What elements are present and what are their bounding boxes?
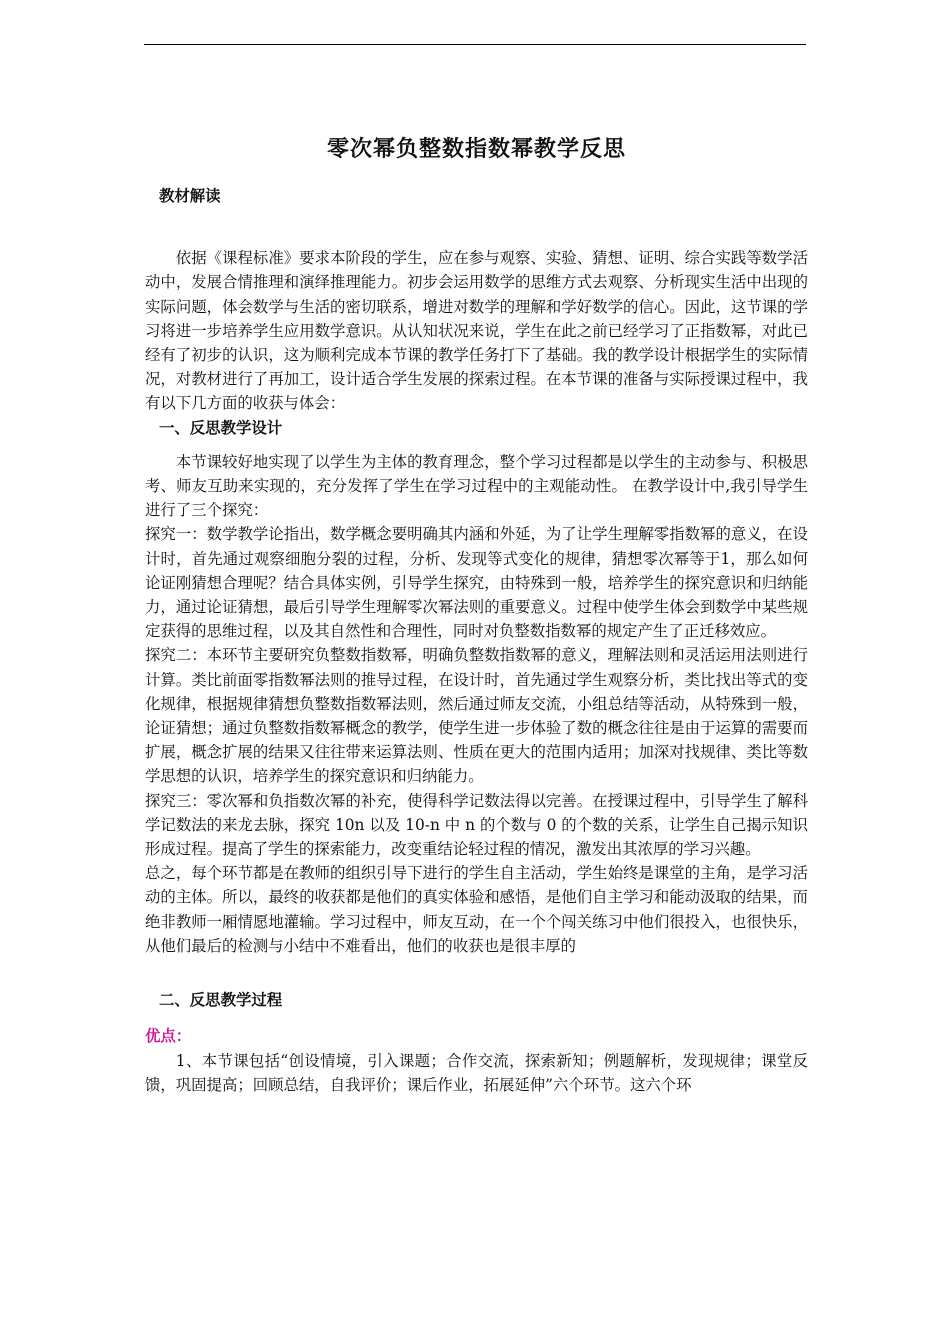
heading-process: 二、反思教学过程: [159, 991, 283, 1010]
merit-label: 优点：: [145, 1027, 192, 1046]
paragraph-design-intro: 本节课较好地实现了以学生为主体的教育理念，整个学习过程都是以学生的主动参与、积极思考、师友互助来实现的，充分发挥了学生在学习过程中的主观能动性。 在教学设计中,我引导学生进行了三个探究：: [145, 452, 808, 520]
paragraph-inquiry-1: 探究一：数学教学论指出，数学概念要明确其内涵和外延，为了让学生理解零指数幂的意义，在设计时，首先通过观察细胞分裂的过程，分析、发现等式变化的规律，猜想零次幂等于1，那么如何论证刚猜想合理呢？结合具体实例，引导学生探究，由特殊到一般，培养学生的探究意识和归纳能力，通过论证猜想，最后引导学生理解零次幂法则的重要意义。过程中使学生体会到数学中某些规定获得的思维过程，以及其自然性和合理性，同时对负整数指数幂的规定产生了正迁移效应。: [145, 525, 808, 641]
document-body: [145, 120, 808, 1097]
heading-material: 教材解读: [159, 187, 221, 205]
header-rule: [144, 44, 806, 45]
paragraph-material: 依据《课程标准》要求本阶段的学生，应在参与观察、实验、猜想、证明、综合实践等数学活动中，发展合情推理和演绎推理能力。初步会运用数学的思维方式去观察、分析现实生活中出现的实际问题，体会数学与生活的密切联系，增进对数学的理解和学好数学的信心。因此，这节课的学习将进一步培养学生应用数学意识。从认知状况来说，学生在此之前已经学习了正指数幂，对此已经有了初步的认识，这为顺利完成本节课的教学任务打下了基础。我的教学设计根据学生的实际情况，对教材进行了再加工，设计适合学生发展的探索过程。在本节课的准备与实际授课过程中，我有以下几方面的收获与体会：: [145, 249, 808, 413]
heading-design: 一、反思教学设计: [159, 418, 283, 437]
paragraph-summary: 总之，每个环节都是在教师的组织引导下进行的学生自主活动，学生始终是课堂的主角，是学习活动的主体。所以，最终的收获都是他们的真实体验和感悟，是他们自主学习和能动汲取的结果，而绝非教师一厢情愿地灌输。学习过程中，师友互动，在一个个闯关练习中他们很投入，也很快乐，从他们最后的检测与小结中不难看出，他们的收获也是很丰厚的: [145, 864, 808, 955]
paragraph-inquiry-2: 探究二：本环节主要研究负整数指数幂，明确负整数指数幂的意义，理解法则和灵活运用法则进行计算。类比前面零指数幂法则的推导过程，在设计时，首先通过学生观察分析，类比找出等式的变化规律，根据规律猜想负整数指数幂法则，然后通过师友交流，小组总结等活动，从特殊到一般，论证猜想；通过负整数指数幂概念的教学，使学生进一步体验了数的概念往往是由于运算的需要而扩展，概念扩展的结果又往往带来运算法则、性质在更大的范围内适用；加深对找规律、类比等数学思想的认识，培养学生的探究意识和归纳能力。: [145, 646, 808, 786]
paragraph-point-1: 1、本节课包括“创设情境，引入课题；合作交流，探索新知；例题解析，发现规律；课堂反馈，巩固提高；回顾总结，自我评价；课后作业，拓展延伸”六个环节。这六个环: [145, 1051, 808, 1094]
paragraph-inquiry-3: 探究三：零次幂和负指数次幂的补充，使得科学记数法得以完善。在授课过程中，引导学生了解科学记数法的来龙去脉，探究 10n 以及 10-n 中 n 的个数与 0 的个数的关系，让学生自己揭示知识形成过程。提高了学生的探索能力，改变重结论轻过程的情况，激发出其浓厚的学习兴趣。: [145, 791, 808, 859]
document-title: 零次幂负整数指数幂教学反思: [326, 136, 626, 162]
